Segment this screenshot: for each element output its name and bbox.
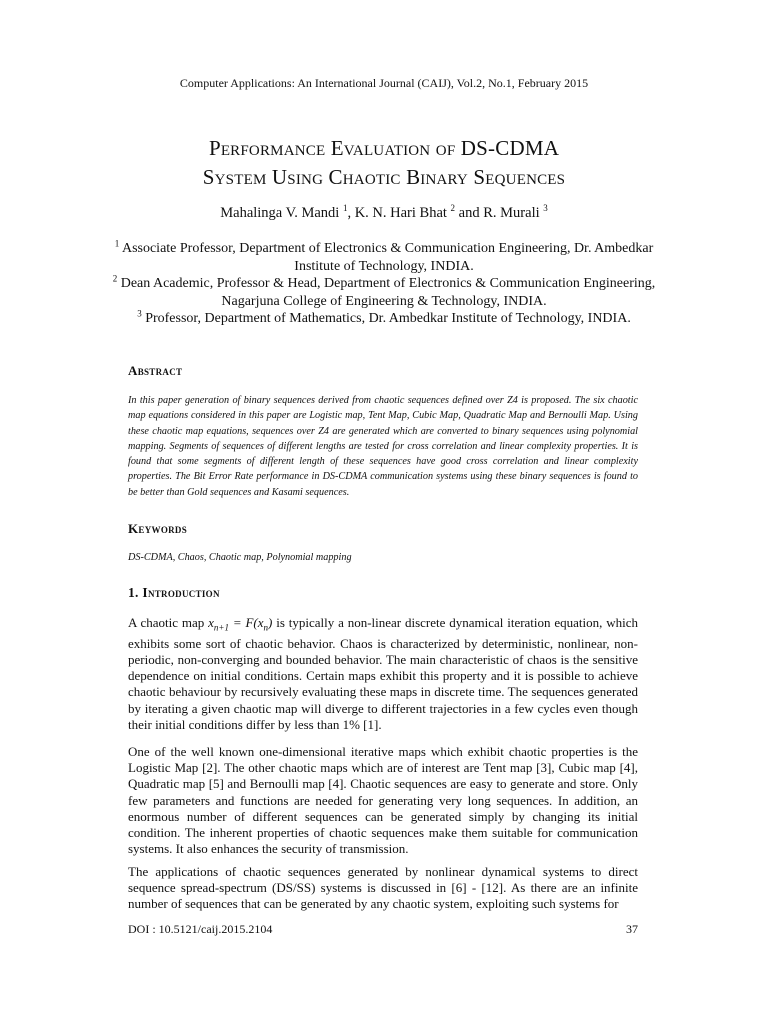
paper-title: [60, 134, 708, 192]
affiliation-list: [110, 240, 658, 328]
running-head: Computer Applications: An International Journal (CAIJ), Vol.2, No.1, February 2015: [179, 76, 589, 90]
page-number: 37: [626, 922, 638, 936]
author-affiliation-mark: 2: [450, 203, 456, 214]
keywords-heading: Keywords: [128, 521, 188, 536]
introduction-paragraph-3: The applications of chaotic sequences generated by nonlinear dynamical systems to direct sequence spread-spectrum (DS/SS) systems is discussed in [6] - [12]. As there are an infinite number of sequences that can be generated by any chaotic system, exploiting such systems for: [128, 864, 638, 912]
author-list: Mahalinga V. Mandi $^1$, K. N. Hari Bhat $^2$ and R. Murali $^3$: [220, 203, 548, 221]
paper-title-line-1: Performance Evaluation of DS-CDMA: [208, 136, 560, 160]
introduction-paragraph-1: [128, 615, 638, 733]
affiliation-item: [110, 310, 658, 328]
affiliation-mark: 1: [114, 238, 120, 249]
author-affiliation-mark: 1: [342, 203, 348, 214]
chaotic-map-equation: $x_{n+1} = F(x_n)$: [208, 615, 273, 633]
keywords-text: DS-CDMA, Chaos, Chaotic map, Polynomial mapping: [128, 552, 352, 563]
author-name: R. Murali: [483, 205, 540, 221]
affiliation-item: [110, 240, 658, 275]
affiliation-item: [110, 275, 658, 310]
author-name: Mahalinga V. Mandi: [220, 205, 340, 221]
abstract-heading: Abstract: [128, 363, 183, 378]
affiliation-text: Professor, Department of Mathematics, Dr. Ambedkar Institute of Technology, INDIA.: [145, 311, 631, 327]
paragraph-text: is typically a non-linear discrete dynamical iteration equation, which exhibits some sort of chaotic behavior. Chaos is characterized by deterministic, nonlinear, non-periodic, non-converging and bounded behavior. The main characteristic of chaos is the sensitive dependence on initial conditions. Certain maps exhibit this property and it is possible to achieve chaotic behaviour by recursively evaluating these maps in discrete time. The sequences generated by iterating a given chaotic map will diverge to different trajectories in a few cycles even though their initial conditions differ by less than 1% [1].: [128, 615, 639, 732]
paragraph-text: A chaotic map: [128, 615, 205, 630]
introduction-paragraph-2: One of the well known one-dimensional iterative maps which exhibit chaotic properties is the Logistic Map [2]. The other chaotic maps which are of interest are Tent map [3], Cubic map [4], Quadratic map [5] and Bernoulli map [4]. Chaotic sequences are easy to generate and store. Only few parameters and functions are needed for generating very long sequences. In addition, an enormous number of different sequences can be generated simply by changing its initial condition. The inherent properties of chaotic sequences make them suitable for communication systems. It also enhances the security of transmission.: [128, 744, 638, 857]
abstract-text: In this paper generation of binary sequences derived from chaotic sequences defined over Z4 is proposed. The six chaotic map equations considered in this paper are Logistic map, Tent Map, Cubic Map, Quadratic Map and Bernoulli Map. Using these chaotic map equations, sequences over Z4 are generated which are converted to binary sequences using polynomial mapping. Segments of sequences of different lengths are tested for cross correlation and linear complexity properties. It is found that some segments of different length of these sequences have good cross correlation and linear complexity properties. The Bit Error Rate performance in DS-CDMA communication systems using these binary sequences is found to be better than Gold sequences and Kasami sequences.: [128, 395, 638, 498]
author-affiliation-mark: 3: [543, 203, 548, 214]
author-name: K. N. Hari Bhat: [354, 205, 447, 221]
affiliation-text: Dean Academic, Professor & Head, Department of Electronics & Communication Engineering, Nagarjuna College of Engineering & Technology, INDIA.: [120, 276, 656, 309]
affiliation-text: Associate Professor, Department of Electronics & Communication Engineering, Dr. Ambedkar Institute of Technology, INDIA.: [121, 241, 654, 274]
footer-doi: DOI : 10.5121/caij.2015.2104: [128, 922, 273, 936]
paper-title-line-2: System Using Chaotic Binary Sequences: [202, 165, 566, 189]
affiliation-mark: 3: [137, 308, 142, 319]
affiliation-mark: 2: [112, 273, 118, 284]
introduction-heading: 1. Introduction: [128, 585, 220, 600]
